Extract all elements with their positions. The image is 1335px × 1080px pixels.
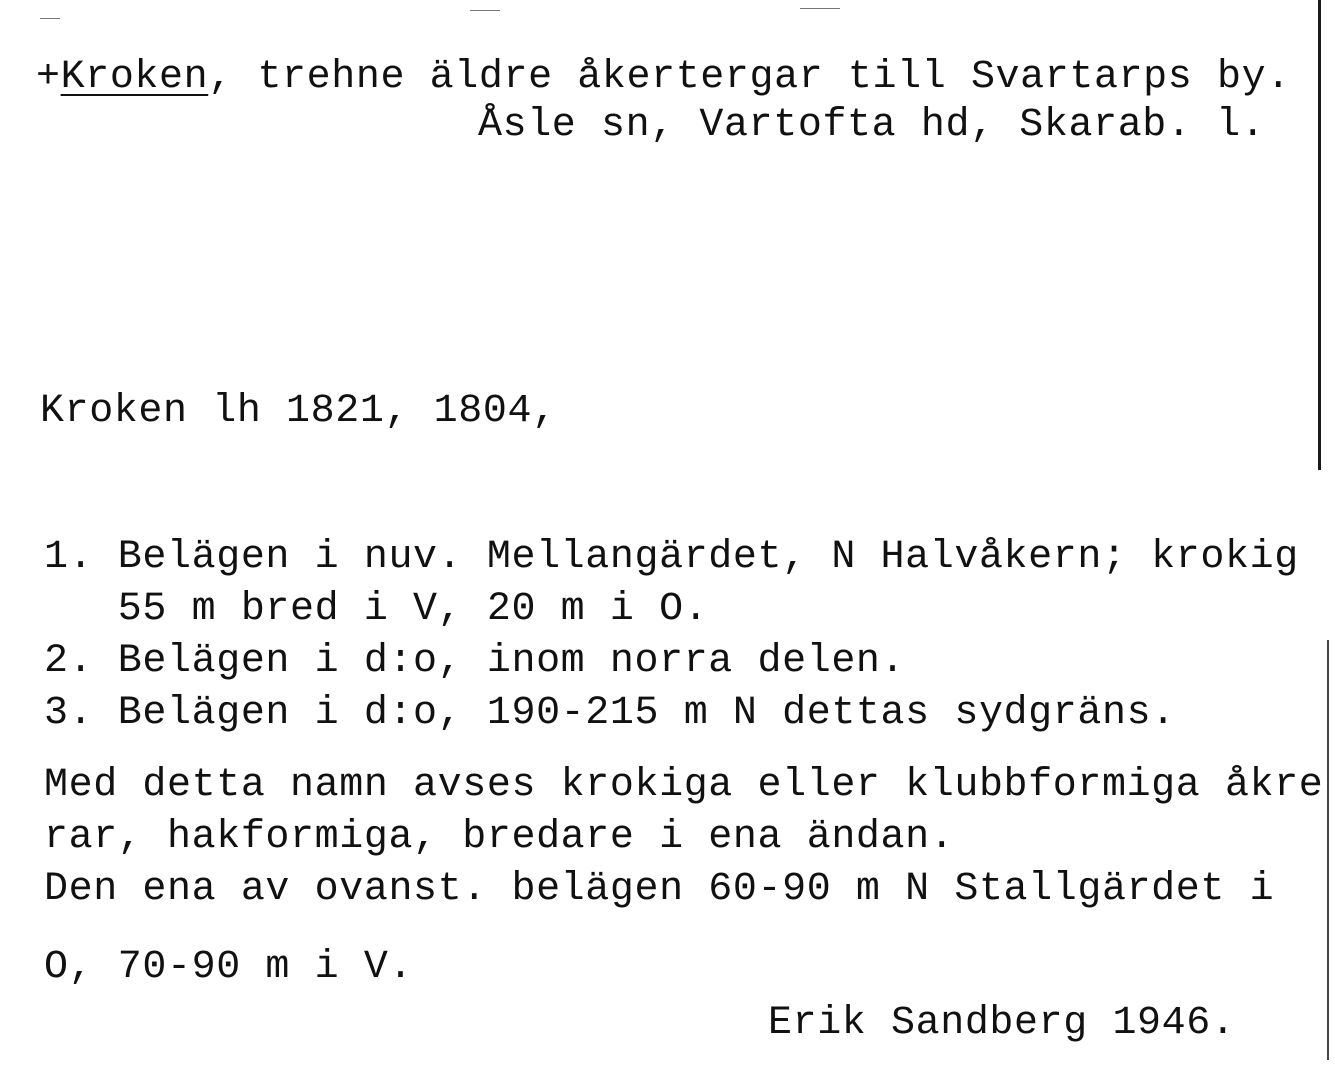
title-prefix: + [36, 55, 61, 100]
headword: Kroken [60, 55, 209, 100]
source-line: Kroken lh 1821, 1804, [40, 389, 557, 434]
card-title-line [36, 54, 1291, 102]
item-3: 3. Belägen i d:o, 190-215 m N dettas sydgräns. [44, 691, 1176, 736]
item-1: 1. Belägen i nuv. Mellangärdet, N Halvåkern; krokig [44, 535, 1299, 580]
comment-line-2: rar, hakformiga, bredare i ena ändan. [44, 815, 955, 860]
item-2: 2. Belägen i d:o, inom norra delen. [44, 639, 906, 684]
scan-speck [800, 8, 840, 9]
signature: Erik Sandberg 1946. [768, 1001, 1236, 1046]
title-description: , trehne äldre åkertergar till Svartarps by. [208, 55, 1291, 100]
comment-line-4: O, 70-90 m i V. [44, 945, 414, 990]
card-edge-line-lower [1327, 640, 1329, 1060]
location-line: Åsle sn, Vartofta hd, Skarab. l. [478, 103, 1266, 148]
card-edge-line [1318, 0, 1321, 470]
item-1-continued: 55 m bred i V, 20 m i O. [44, 587, 709, 632]
comment-line-3: Den ena av ovanst. belägen 60-90 m N Stallgärdet i [44, 867, 1275, 912]
comment-line-1: Med detta namn avses krokiga eller klubbformiga åkre [44, 763, 1324, 808]
scan-speck [40, 18, 60, 19]
scan-speck [470, 10, 500, 11]
